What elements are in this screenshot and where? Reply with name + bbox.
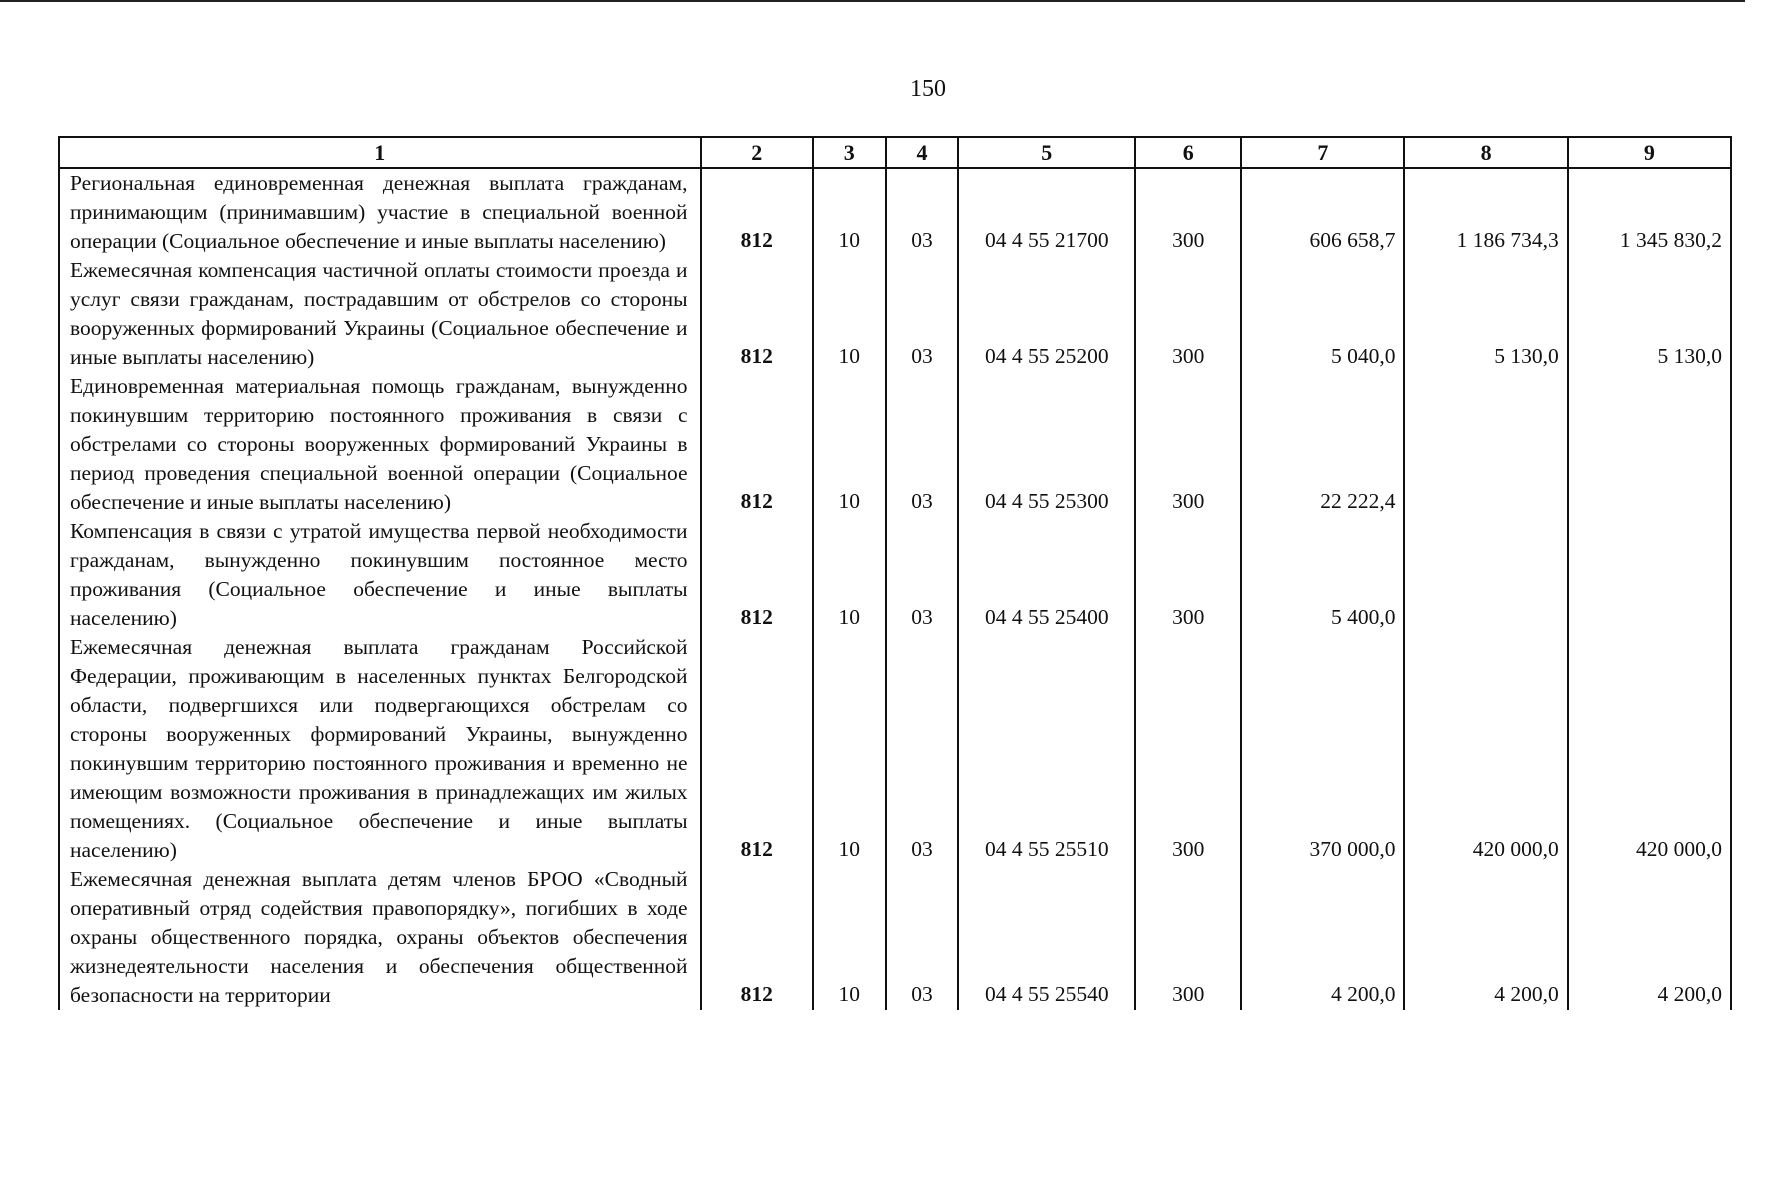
cell-col7: 370 000,0 xyxy=(1241,633,1404,865)
table-row xyxy=(59,865,1731,1010)
cell-col8: 4 200,0 xyxy=(1404,865,1567,1010)
column-header: 9 xyxy=(1568,137,1731,168)
header-row xyxy=(59,137,1731,168)
cell-col9: 5 130,0 xyxy=(1568,256,1731,372)
cell-col2: 812 xyxy=(701,517,813,633)
cell-col4: 03 xyxy=(886,168,959,256)
column-header: 6 xyxy=(1135,137,1241,168)
cell-col8: 1 186 734,3 xyxy=(1404,168,1567,256)
cell-col5: 04 4 55 25510 xyxy=(958,633,1135,865)
column-header: 1 xyxy=(59,137,701,168)
cell-col9: 420 000,0 xyxy=(1568,633,1731,865)
cell-col6: 300 xyxy=(1135,168,1241,256)
cell-col6: 300 xyxy=(1135,633,1241,865)
cell-col4: 03 xyxy=(886,517,959,633)
column-header: 5 xyxy=(958,137,1135,168)
cell-col3: 10 xyxy=(813,372,886,517)
cell-col3: 10 xyxy=(813,633,886,865)
column-header: 3 xyxy=(813,137,886,168)
cell-col3: 10 xyxy=(813,517,886,633)
cell-col9 xyxy=(1568,372,1731,517)
cell-col2: 812 xyxy=(701,168,813,256)
cell-col4: 03 xyxy=(886,633,959,865)
cell-col8 xyxy=(1404,517,1567,633)
row-description: Региональная единовременная денежная выплата гражданам, принимающим (принимавшим) участие в специальной военной операции (Социальное обеспечение и иные выплаты населению) xyxy=(59,168,701,256)
cell-col2: 812 xyxy=(701,865,813,1010)
budget-table xyxy=(58,136,1732,1010)
row-description: Ежемесячная денежная выплата детям членов БРОО «Сводный оперативный отряд содействия правопорядку», погибших в ходе охраны общественного порядка, охраны объектов обеспечения жизнедеятельности населения и обеспечения общественной безопасности на территории xyxy=(59,865,701,1010)
cell-col6: 300 xyxy=(1135,517,1241,633)
cell-col4: 03 xyxy=(886,865,959,1010)
column-header: 4 xyxy=(886,137,959,168)
cell-col3: 10 xyxy=(813,168,886,256)
row-description: Компенсация в связи с утратой имущества первой необходимости гражданам, вынужденно покинувшим постоянное место проживания (Социальное обеспечение и иные выплаты населению) xyxy=(59,517,701,633)
row-description: Ежемесячная компенсация частичной оплаты стоимости проезда и услуг связи гражданам, пострадавшим от обстрелов со стороны вооруженных формирований Украины (Социальное обеспечение и иные выплаты населению) xyxy=(59,256,701,372)
cell-col8: 5 130,0 xyxy=(1404,256,1567,372)
cell-col6: 300 xyxy=(1135,372,1241,517)
table-row xyxy=(59,372,1731,517)
cell-col7: 22 222,4 xyxy=(1241,372,1404,517)
cell-col2: 812 xyxy=(701,633,813,865)
table-row xyxy=(59,517,1731,633)
column-header: 8 xyxy=(1404,137,1567,168)
cell-col8 xyxy=(1404,372,1567,517)
page-number: 150 xyxy=(910,76,946,102)
cell-col7: 5 400,0 xyxy=(1241,517,1404,633)
cell-col7: 5 040,0 xyxy=(1241,256,1404,372)
cell-col5: 04 4 55 25540 xyxy=(958,865,1135,1010)
top-rule xyxy=(0,0,1745,2)
cell-col3: 10 xyxy=(813,256,886,372)
cell-col6: 300 xyxy=(1135,865,1241,1010)
cell-col6: 300 xyxy=(1135,256,1241,372)
cell-col7: 4 200,0 xyxy=(1241,865,1404,1010)
cell-col7: 606 658,7 xyxy=(1241,168,1404,256)
cell-col3: 10 xyxy=(813,865,886,1010)
row-description: Ежемесячная денежная выплата гражданам Российской Федерации, проживающим в населенных пунктах Белгородской области, подвергшихся или подвергающихся обстрелам со стороны вооруженных формирований Украины, вынужденно покинувшим территорию постоянного проживания и временно не имеющим возможности проживания в принадлежащих им жилых помещениях. (Социальное обеспечение и иные выплаты населению) xyxy=(59,633,701,865)
column-header: 7 xyxy=(1241,137,1404,168)
table-row xyxy=(59,168,1731,256)
cell-col4: 03 xyxy=(886,256,959,372)
cell-col5: 04 4 55 21700 xyxy=(958,168,1135,256)
cell-col8: 420 000,0 xyxy=(1404,633,1567,865)
row-description: Единовременная материальная помощь гражданам, вынужденно покинувшим территорию постоянного проживания в связи с обстрелами со стороны вооруженных формирований Украины в период проведения специальной военной операции (Социальное обеспечение и иные выплаты населению) xyxy=(59,372,701,517)
cell-col5: 04 4 55 25200 xyxy=(958,256,1135,372)
table-row xyxy=(59,633,1731,865)
cell-col5: 04 4 55 25300 xyxy=(958,372,1135,517)
cell-col4: 03 xyxy=(886,372,959,517)
cell-col9: 4 200,0 xyxy=(1568,865,1731,1010)
cell-col9: 1 345 830,2 xyxy=(1568,168,1731,256)
cell-col9 xyxy=(1568,517,1731,633)
table-row xyxy=(59,256,1731,372)
cell-col2: 812 xyxy=(701,256,813,372)
column-header: 2 xyxy=(701,137,813,168)
cell-col2: 812 xyxy=(701,372,813,517)
cell-col5: 04 4 55 25400 xyxy=(958,517,1135,633)
